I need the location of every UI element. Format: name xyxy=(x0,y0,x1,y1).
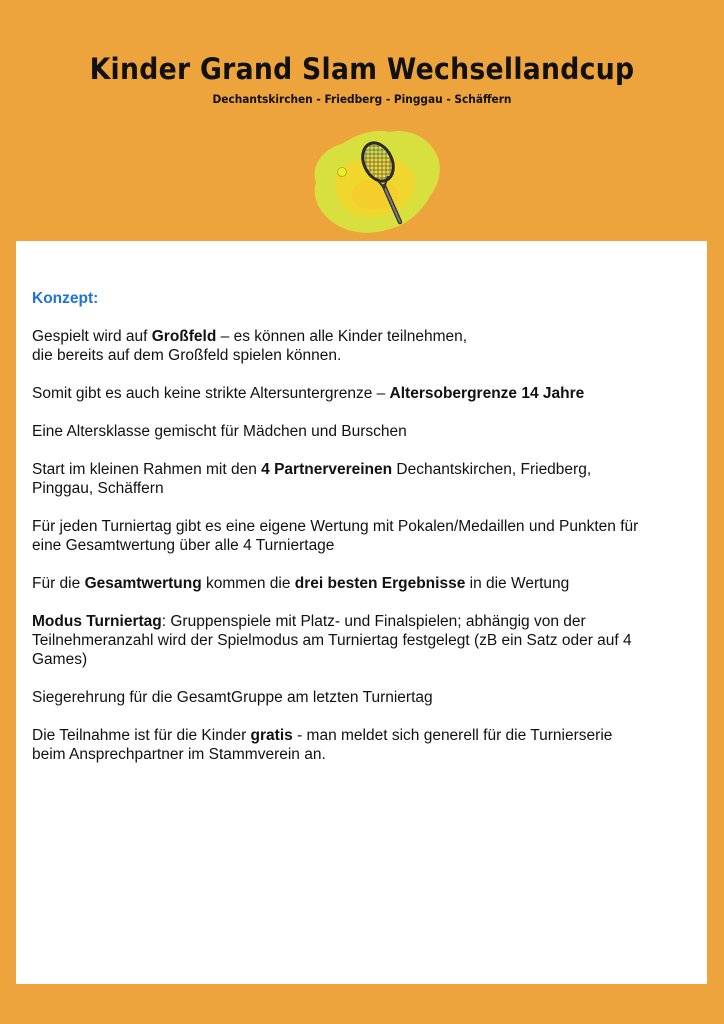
bold-text: Großfeld xyxy=(151,328,217,345)
text-run: Die Teilnahme ist für die Kinder xyxy=(32,727,251,744)
concept-section xyxy=(32,289,702,783)
text-run: eine Gesamtwertung über alle 4 Turniertage xyxy=(32,537,335,554)
paragraph xyxy=(32,517,702,555)
text-run: Gespielt wird auf xyxy=(32,328,152,345)
text-run: die bereits auf dem Großfeld spielen können. xyxy=(32,347,342,364)
bold-text: Gesamtwertung xyxy=(84,575,202,592)
bold-text: drei besten Ergebnisse xyxy=(294,575,466,592)
text-run: Somit gibt es auch keine strikte Altersuntergrenze – xyxy=(32,385,390,402)
paragraph xyxy=(32,688,702,707)
text-run: in die Wertung xyxy=(465,575,570,592)
page-subtitle: Dechantskirchen - Friedberg - Pinggau - Schäffern xyxy=(212,92,512,106)
paragraph-line xyxy=(32,631,702,650)
paragraph-line xyxy=(32,517,702,536)
paragraph-line xyxy=(32,612,702,631)
tennis-racket-ball-icon xyxy=(302,126,444,238)
paragraph-line xyxy=(32,650,702,669)
paragraph xyxy=(32,384,702,403)
bold-text: Modus Turniertag xyxy=(32,613,162,630)
text-run: Games) xyxy=(32,651,88,668)
bold-text: 4 Partnervereinen xyxy=(261,461,393,478)
paragraph xyxy=(32,460,702,498)
paragraph-line xyxy=(32,479,702,498)
paragraph-line xyxy=(32,327,702,346)
paragraph-list xyxy=(32,327,702,764)
bold-text: Altersobergrenze 14 Jahre xyxy=(389,385,585,402)
paragraph-line xyxy=(32,460,702,479)
text-run: Siegerehrung für die GesamtGruppe am letzten Turniertag xyxy=(32,689,433,706)
paragraph-line xyxy=(32,536,702,555)
text-run: Eine Altersklasse gemischt für Mädchen und Burschen xyxy=(32,423,407,440)
paragraph-line xyxy=(32,726,702,745)
text-run: Pinggau, Schäffern xyxy=(32,480,164,497)
paragraph-line xyxy=(32,346,702,365)
paragraph xyxy=(32,574,702,593)
text-run: Für die xyxy=(32,575,85,592)
text-run: Dechantskirchen, Friedberg, xyxy=(392,461,592,478)
text-run: Start im kleinen Rahmen mit den xyxy=(32,461,262,478)
paragraph xyxy=(32,422,702,441)
text-run: kommen die xyxy=(201,575,295,592)
paragraph-line xyxy=(32,688,702,707)
section-heading: Konzept: xyxy=(32,290,99,307)
text-run: beim Ansprechpartner im Stammverein an. xyxy=(32,746,326,763)
text-run: Teilnehmeranzahl wird der Spielmodus am Turniertag festgelegt (zB ein Satz oder auf 4 xyxy=(32,632,632,649)
paragraph-line xyxy=(32,574,702,593)
paragraph-line xyxy=(32,422,702,441)
text-run: - man meldet sich generell für die Turnierserie xyxy=(292,727,613,744)
paragraph-line xyxy=(32,384,702,403)
text-run: Für jeden Turniertag gibt es eine eigene Wertung mit Pokalen/Medaillen und Punkten für xyxy=(32,518,639,535)
paragraph-line xyxy=(32,745,702,764)
paragraph xyxy=(32,612,702,669)
page-title: Kinder Grand Slam Wechsellandcup xyxy=(89,52,635,86)
bold-text: gratis xyxy=(250,727,293,744)
paragraph xyxy=(32,327,702,365)
text-run: : Gruppenspiele mit Platz- und Finalspielen; abhängig von der xyxy=(161,613,586,630)
text-run: – es können alle Kinder teilnehmen, xyxy=(216,328,468,345)
content-panel xyxy=(16,241,707,984)
paragraph xyxy=(32,726,702,764)
